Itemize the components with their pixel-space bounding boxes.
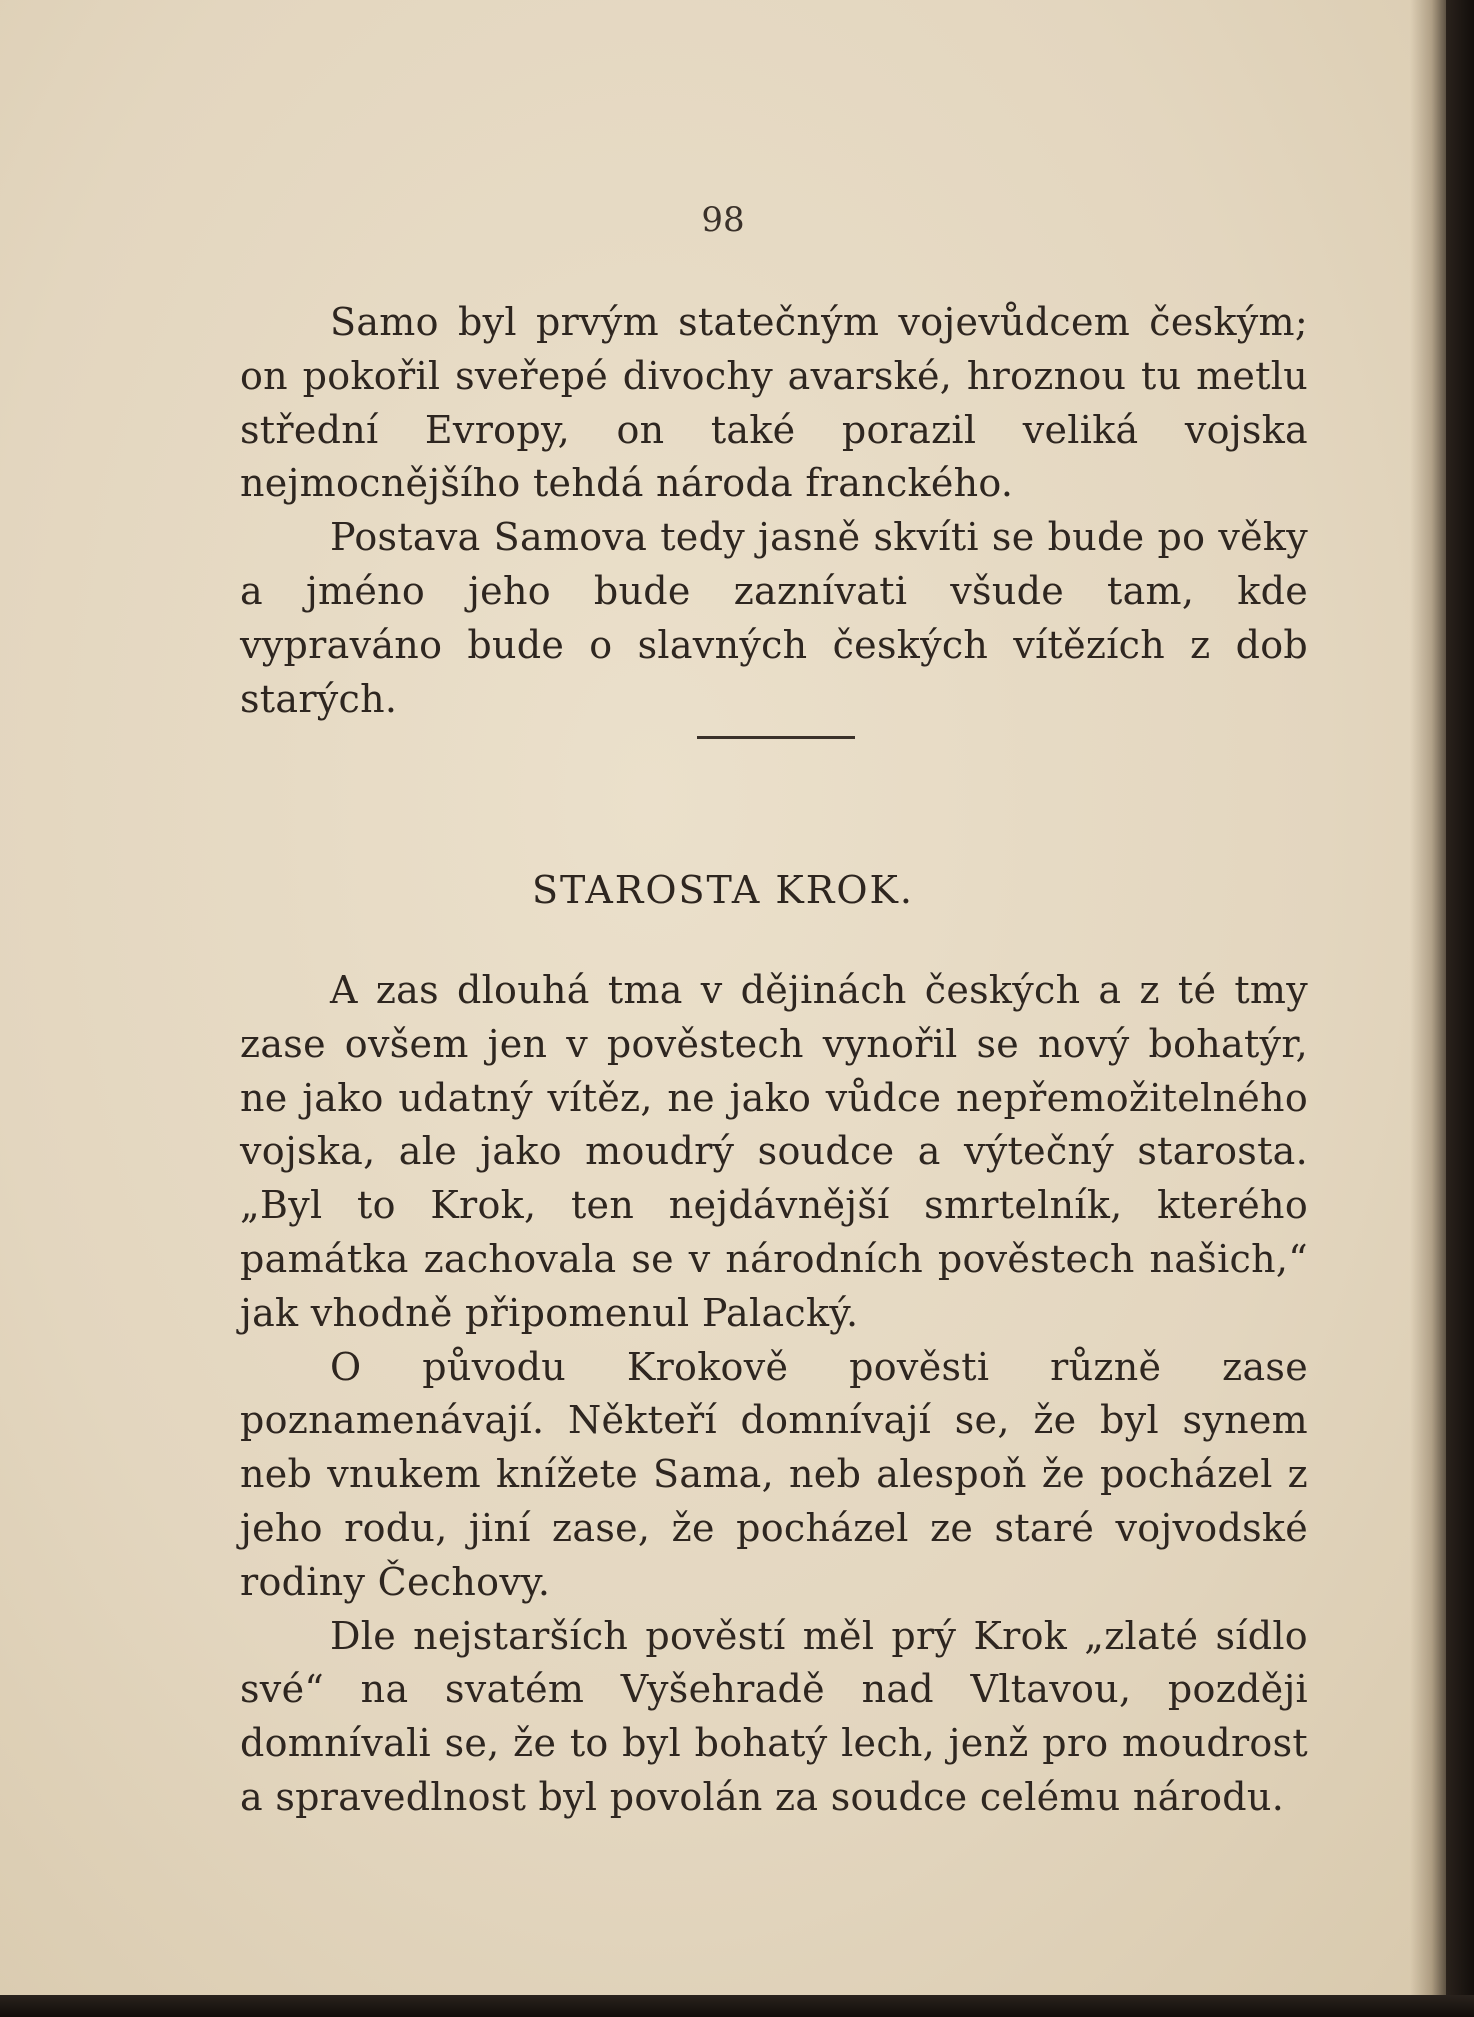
text-block-before	[240, 296, 1308, 726]
chapter-heading: STAROSTA KROK.	[532, 868, 914, 912]
paragraph: Dle nejstarších pověstí měl prý Krok „zlaté sídlo své“ na svatém Vyšehradě nad Vltavou, později domnívali se, že to byl bohatý lech, jenž pro moudrost a spravedlnost byl povolán za soudce celému národu.	[240, 1613, 1308, 1819]
scan-bottom-edge	[0, 1995, 1474, 2017]
paragraph: O původu Krokově pověsti různě zase poznamenávají. Někteří domnívají se, že byl synem neb vnukem knížete Sama, neb alespoň že pocházel z jeho rodu, jiní zase, že pocházel ze staré vojvodské rodiny Čechovy.	[240, 1344, 1308, 1604]
paragraph: Samo byl prvým statečným vojevůdcem českým; on pokořil sveřepé divochy avarské, hroznou tu metlu střední Evropy, on také porazil veliká vojska nejmocnějšího tehdá národa franckého.	[240, 300, 1308, 506]
gutter-shadow	[1410, 0, 1446, 1995]
paragraph: Postava Samova tedy jasně skvíti se bude po věky a jméno jeho bude zaznívati všude tam, kde vypraváno bude o slavných českých vítězích z dob starých.	[240, 515, 1308, 721]
paragraph: A zas dlouhá tma v dějinách českých a z té tmy zase ovšem jen v pověstech vynořil se nový bohatýr, ne jako udatný vítěz, ne jako vůdce nepřemožitelného vojska, ale jako moudrý soudce a výtečný starosta. „Byl to Krok, ten nejdávnější smrtelník, kterého památka zachovala se v národních pověstech našich,“ jak vhodně připomenul Palacký.	[240, 968, 1308, 1335]
text-block-after	[240, 964, 1308, 1825]
section-divider	[697, 736, 855, 739]
book-spine-edge	[1446, 0, 1474, 2017]
page-number: 98	[701, 200, 745, 240]
